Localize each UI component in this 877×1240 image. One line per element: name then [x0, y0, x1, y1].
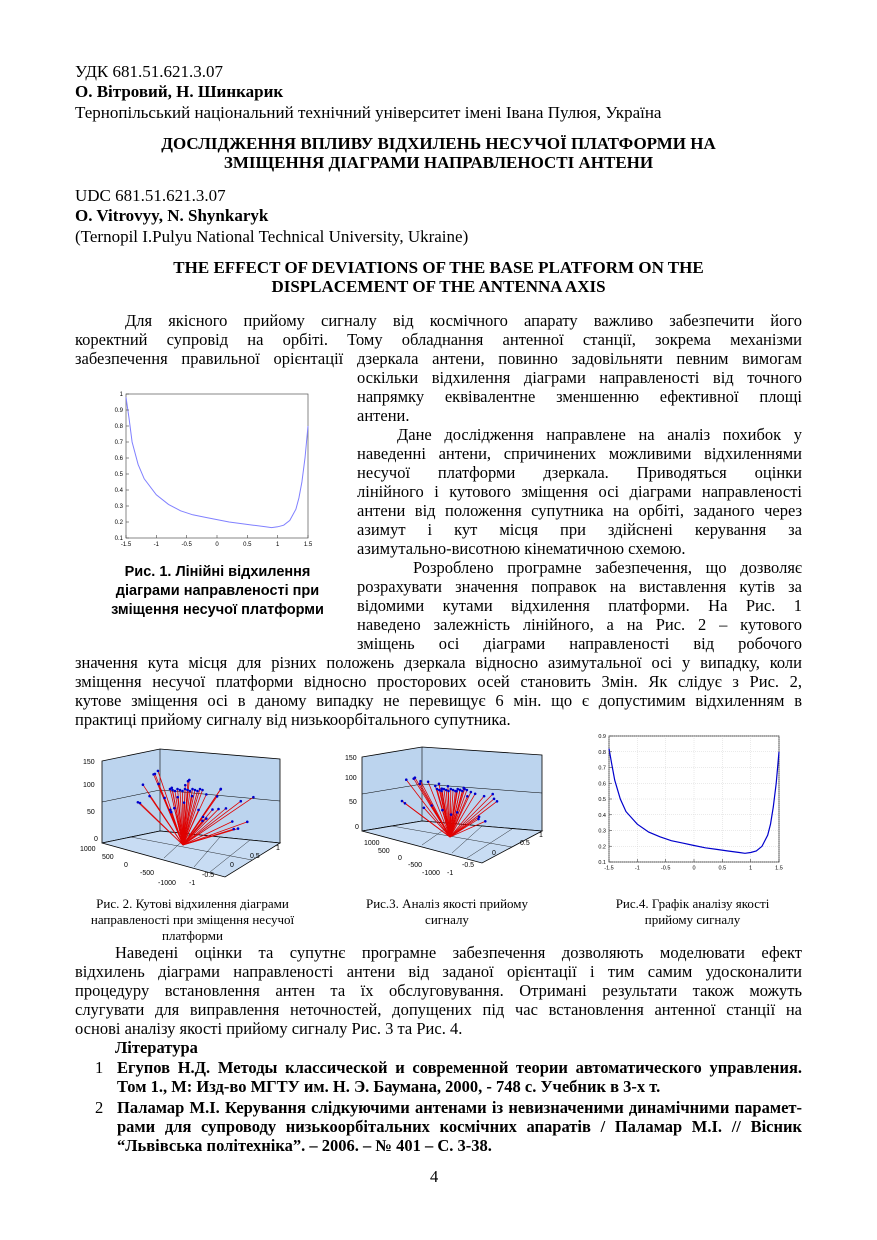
ray-tip: [404, 802, 407, 805]
figure-2-z-tick: 150: [83, 759, 95, 766]
ray-tip: [461, 790, 464, 793]
reference-line: Том 1., М: Изд-во МГТУ им. Н. Э. Баумана, 2000, - 748 с. Учебник в 3-х т.: [117, 1077, 661, 1096]
body-line: процедуру встановлення антен та їх обслуговування. Отримані результати також можуть: [75, 981, 802, 1000]
figure-1-caption: [100, 563, 335, 620]
ray-tip: [181, 790, 184, 793]
figure-3-x-tick: -1: [447, 870, 454, 877]
figure-3-caption: [337, 896, 557, 928]
x-tick-label: -1.5: [120, 542, 132, 548]
y-tick-label: 0.6: [598, 781, 606, 788]
reference-line: рами для супроводу низькоорбітальних космічних апаратів / Паламар М.І. // Вісник: [117, 1117, 802, 1136]
figure-4-caption-line: Рис.4. Графік аналізу якості: [615, 896, 770, 911]
figure-3-caption-line: сигналу: [425, 912, 469, 927]
figure-3-x-tick: 0.5: [520, 840, 530, 847]
ray-tip: [196, 790, 199, 793]
y-tick-label: 0.1: [114, 536, 123, 542]
figure-3-y-tick: -1000: [422, 870, 440, 877]
ray-tip: [201, 789, 204, 792]
body-line: Розроблено програмне забезпечення, що дозволяє: [413, 558, 802, 577]
ray-tip: [483, 795, 486, 798]
ray-tip: [452, 789, 455, 792]
reference-number: 1: [95, 1058, 104, 1077]
figure-2-y-tick: 1000: [80, 846, 96, 853]
ray-tip: [157, 770, 160, 773]
y-tick-label: 0.2: [598, 844, 606, 851]
authors-en: O. Vitrovyy, N. Shynkaryk: [75, 206, 269, 225]
figure-3-caption-line: Рис.3. Аналіз якості прийому: [365, 896, 529, 911]
ray-tip: [152, 773, 155, 776]
y-tick-label: 0.2: [114, 520, 123, 526]
ray-tip: [157, 783, 160, 786]
figure-3-y-tick: -500: [408, 862, 423, 869]
ray-tip: [450, 813, 453, 816]
figure-2-caption-line: направленості при зміщення несучої: [90, 912, 295, 927]
x-tick-label: 0: [692, 865, 696, 872]
reference-line: Паламар М.І. Керування слідкуючими антенами із невизначеними динамічними парамет-: [117, 1098, 802, 1117]
figure-3-z-tick: 100: [345, 775, 357, 782]
figure-3-z-tick: 0: [355, 824, 359, 831]
ray-tip: [478, 816, 481, 819]
ray-tip: [232, 828, 235, 831]
figure-2-y-tick: -1000: [158, 880, 176, 887]
ray-tip: [142, 783, 145, 786]
ray-tip: [450, 788, 453, 791]
udk-ua: УДК 681.51.621.3.07: [75, 62, 224, 81]
figure-2-caption: [70, 896, 315, 944]
body-line: антени.: [357, 406, 410, 425]
body-line: слугувати для виправлення неточностей, допущених під час встановлення антенної станції на: [75, 1000, 802, 1019]
title-ua-line-2: ЗМІЩЕННЯ ДІАГРАМИ НАПРАВЛЕНОСТІ АНТЕНИ: [223, 153, 654, 172]
y-tick-label: 0.4: [598, 812, 606, 819]
ray-tip: [189, 790, 192, 793]
ray-tip: [459, 789, 462, 792]
ray-tip: [419, 780, 422, 783]
ray-tip: [197, 809, 200, 812]
body-line: наведенні антени, спричинених можливими відхиленнями: [357, 444, 802, 463]
body-line: Наведені оцінки та супутнє програмне забезпечення дозволяють моделювати ефект: [115, 943, 802, 962]
ray-tip: [252, 796, 255, 799]
ray-tip: [463, 788, 466, 791]
body-line: азимут і кут місця при здійснені керування за: [357, 520, 802, 539]
ray-tip: [183, 801, 186, 804]
figure-4-caption-line: прийому сигналу: [644, 912, 741, 927]
ray-tip: [231, 820, 234, 823]
ray-tip: [440, 790, 443, 793]
y-tick-label: 0.7: [598, 765, 606, 772]
body-line: оскільки відхилення діаграми направленості від точного: [357, 368, 802, 387]
body-line: відомими кутами відхилення платформи. На Рис. 1: [357, 596, 802, 615]
ray-tip: [184, 784, 187, 787]
x-tick-label: -0.5: [660, 865, 671, 872]
figure-3-y-tick: 1000: [364, 840, 380, 847]
figure-1-caption-line: діаграми направленості при: [115, 583, 320, 599]
references-heading: Література: [115, 1038, 198, 1057]
body-line: відхилень діаграми направленості антени від заданої орієнтації і тим самим удосконалити: [75, 962, 802, 981]
ray-tip: [191, 788, 194, 791]
ray-tip: [216, 795, 219, 798]
x-tick-label: 0: [215, 542, 219, 548]
ray-tip: [443, 788, 446, 791]
ray-tip: [246, 821, 249, 824]
figure-4-chart: [597, 732, 797, 878]
ray-tip: [184, 788, 187, 791]
body-line: азимутально-висотною кінематичною схемою.: [357, 539, 686, 558]
affiliation-ua: Тернопільський національний технічний університет імені Івана Пулюя, Україна: [75, 103, 662, 122]
ray-tip: [176, 796, 179, 799]
x-tick-label: 1.5: [303, 542, 313, 548]
ray-tip: [436, 788, 439, 791]
body-line: коректний супровід на орбіті. Тому обладнання антенної станції, зокрема механізми: [75, 330, 802, 349]
body-line: антени від положення супутника на орбіті, заданого через: [357, 501, 802, 520]
ray-tip: [171, 789, 174, 792]
body-line: несучої платформи дзеркала. Приводяться оцінки: [357, 463, 802, 482]
ray-tip: [201, 820, 204, 823]
x-tick-label: -0.5: [181, 542, 192, 548]
y-tick-label: 0.3: [114, 504, 123, 510]
x-tick-label: 1.5: [775, 865, 783, 872]
body-line: наведено залежність лінійного, а на Рис. 2 – кутового: [357, 615, 802, 634]
figure-2-y-tick: 0: [124, 862, 128, 869]
ray-tip: [170, 811, 173, 814]
body-line: зміщення несучої платформи відносно просторових осей становить 3мін. Як слідує з Рис. 2,: [75, 672, 802, 691]
figure-1-chart: [110, 388, 315, 550]
ray-tip: [186, 789, 189, 792]
ray-tip: [423, 807, 426, 810]
body-line: кутове зміщення осі в даному випадку не перевищує 6 мін. що є допустимим відхиленням в: [75, 691, 802, 710]
ray-tip: [438, 783, 441, 786]
ray-tip: [137, 801, 140, 804]
body-line: Дане дослідження направлене на аналіз похибок у: [397, 425, 802, 444]
figure-2-z-tick: 0: [94, 836, 98, 843]
ray-tip: [445, 789, 448, 792]
ray-tip: [447, 785, 450, 788]
y-tick-label: 0.3: [598, 828, 606, 835]
ray-tip: [205, 793, 208, 796]
ray-tip: [493, 798, 496, 801]
ray-tip: [484, 820, 487, 823]
ray-tip: [191, 795, 194, 798]
y-tick-label: 0.6: [114, 456, 123, 462]
x-tick-label: -1.5: [604, 865, 614, 872]
figure-2-x-tick: -1: [189, 880, 196, 887]
ray-tip: [466, 795, 469, 798]
ray-tip: [199, 788, 202, 791]
figure-3-z-tick: 50: [349, 799, 357, 806]
figure-2-y-tick: -500: [140, 870, 155, 877]
ray-tip: [163, 797, 166, 800]
y-tick-label: 0.1: [598, 860, 606, 866]
x-tick-label: -1: [153, 542, 160, 548]
figure-2-x-tick: -0.5: [202, 872, 215, 879]
y-tick-label: 0.8: [598, 749, 606, 756]
figure-3-x-tick: -0.5: [462, 862, 475, 869]
figure-3-y-tick: 0: [398, 855, 402, 862]
y-tick-label: 0.4: [114, 488, 123, 494]
ray-tip: [477, 818, 480, 821]
ray-tip: [454, 790, 457, 793]
figure-2-z-tick: 100: [83, 782, 95, 789]
ray-tip: [148, 795, 151, 798]
ray-tip: [419, 782, 422, 785]
reference-line: Егупов Н.Д. Методы классической и современной теории автоматического управления.: [117, 1058, 802, 1077]
y-tick-label: 1: [119, 392, 123, 398]
body-line: забезпечення правильної орієнтації дзеркала антени, повинно задовільняти певним вимогам: [75, 349, 802, 368]
y-tick-label: 0.5: [114, 472, 123, 478]
x-tick-label: 0.5: [718, 865, 727, 872]
figure-2-z-tick: 50: [87, 809, 95, 816]
ray-tip: [202, 816, 205, 819]
figure-3-x-tick: 1: [539, 832, 543, 839]
body-line: значення кута місця для різних положень дзеркала відносно азимутальної осі у випадку, коли: [75, 653, 802, 672]
figure-3-z-tick: 150: [345, 755, 357, 762]
x-tick-label: 1: [275, 542, 280, 548]
ray-tip: [441, 809, 444, 812]
y-tick-label: 0.9: [598, 734, 606, 740]
body-line: практиці прийому сигналу від низькоорбітального супутника.: [75, 710, 511, 729]
ray-tip: [239, 800, 242, 803]
figure-3-3d-plot: [342, 745, 552, 880]
ray-tip: [174, 790, 177, 793]
reference-line: “Львівська політехніка”. – 2006. – № 401 – С. 3-38.: [117, 1136, 492, 1155]
figure-2-x-tick: 1: [276, 845, 280, 852]
x-tick-label: 1: [749, 865, 753, 872]
ray-tip: [470, 791, 473, 794]
figure-3-x-tick: 0: [492, 850, 496, 857]
title-en-line-2: DISPLACEMENT OF THE ANTENNA AXIS: [271, 277, 606, 296]
body-line: напрямку еквівалентне зменшенню ефективної площі: [357, 387, 802, 406]
y-tick-label: 0.8: [114, 424, 123, 430]
page-number: 4: [430, 1167, 439, 1186]
ray-tip: [430, 804, 433, 807]
ray-tip: [456, 811, 459, 814]
ray-tip: [474, 792, 477, 795]
figure-4-caption: [590, 896, 795, 928]
ray-tip: [173, 807, 176, 810]
y-tick-label: 0.9: [114, 408, 123, 414]
figure-2-caption-line: Рис. 2. Кутові відхилення діаграми: [96, 896, 289, 911]
body-line: зміщень осі діаграми направленості від робочого: [357, 634, 802, 653]
ray-tip: [237, 827, 240, 830]
ray-tip: [405, 778, 408, 781]
ray-tip: [205, 817, 208, 820]
x-tick-label: 0.5: [243, 542, 252, 548]
ray-tip: [176, 788, 179, 791]
ray-tip: [438, 789, 441, 792]
figure-3-y-tick: 500: [378, 848, 390, 855]
body-line: Для якісного прийому сигналу від космічного апарату важливо забезпечити його: [125, 311, 802, 330]
figure-2-3d-plot: [80, 745, 302, 890]
body-line: основі аналізу якості прийому сигналу Рис. 3 та Рис. 4.: [75, 1019, 463, 1038]
ray-tip: [427, 780, 430, 783]
ray-tip: [447, 790, 450, 793]
ray-tip: [466, 789, 469, 792]
ray-tip: [169, 808, 172, 811]
ray-tip: [434, 785, 437, 788]
ray-tip: [219, 788, 222, 791]
body-line: лінійного і кутового зміщення осі діаграми направленості: [357, 482, 802, 501]
figure-1-caption-line: зміщення несучої платформи: [111, 602, 324, 618]
title-en-line-1: THE EFFECT OF DEVIATIONS OF THE BASE PLATFORM ON THE: [173, 258, 704, 277]
ray-tip: [401, 800, 404, 803]
authors-ua: О. Вітровий, Н. Шинкарик: [75, 82, 284, 101]
udc-en: UDC 681.51.621.3.07: [75, 186, 226, 205]
y-tick-label: 0.5: [598, 797, 606, 803]
figure-1-plot-area: [126, 394, 308, 538]
title-ua-line-1: ДОСЛІДЖЕННЯ ВПЛИВУ ВІДХИЛЕНЬ НЕСУЧОЇ ПЛАТФОРМИ НА: [161, 134, 716, 153]
ray-tip: [217, 808, 220, 811]
ray-tip: [179, 789, 182, 792]
ray-tip: [491, 793, 494, 796]
figure-2-x-tick: 0: [230, 862, 234, 869]
reference-number: 2: [95, 1098, 104, 1117]
x-tick-label: -1: [634, 865, 640, 872]
figure-2-caption-line: платформи: [162, 928, 223, 943]
ray-tip: [496, 800, 499, 803]
ray-tip: [412, 777, 415, 780]
ray-tip: [225, 807, 228, 810]
ray-tip: [194, 789, 197, 792]
figure-2-y-tick: 500: [102, 854, 114, 861]
figure-1-caption-line: Рис. 1. Лінійні відхилення: [124, 564, 311, 580]
figure-2-x-tick: 0.5: [250, 853, 260, 860]
ray-tip: [169, 788, 172, 791]
y-tick-label: 0.7: [114, 440, 123, 446]
ray-tip: [188, 779, 191, 782]
affiliation-en: (Ternopil I.Pulyu National Technical University, Ukraine): [75, 227, 469, 246]
body-line: розрахувати значення поправок на виставлення кутів за: [357, 577, 802, 596]
ray-tip: [456, 788, 459, 791]
ray-tip: [211, 808, 214, 811]
